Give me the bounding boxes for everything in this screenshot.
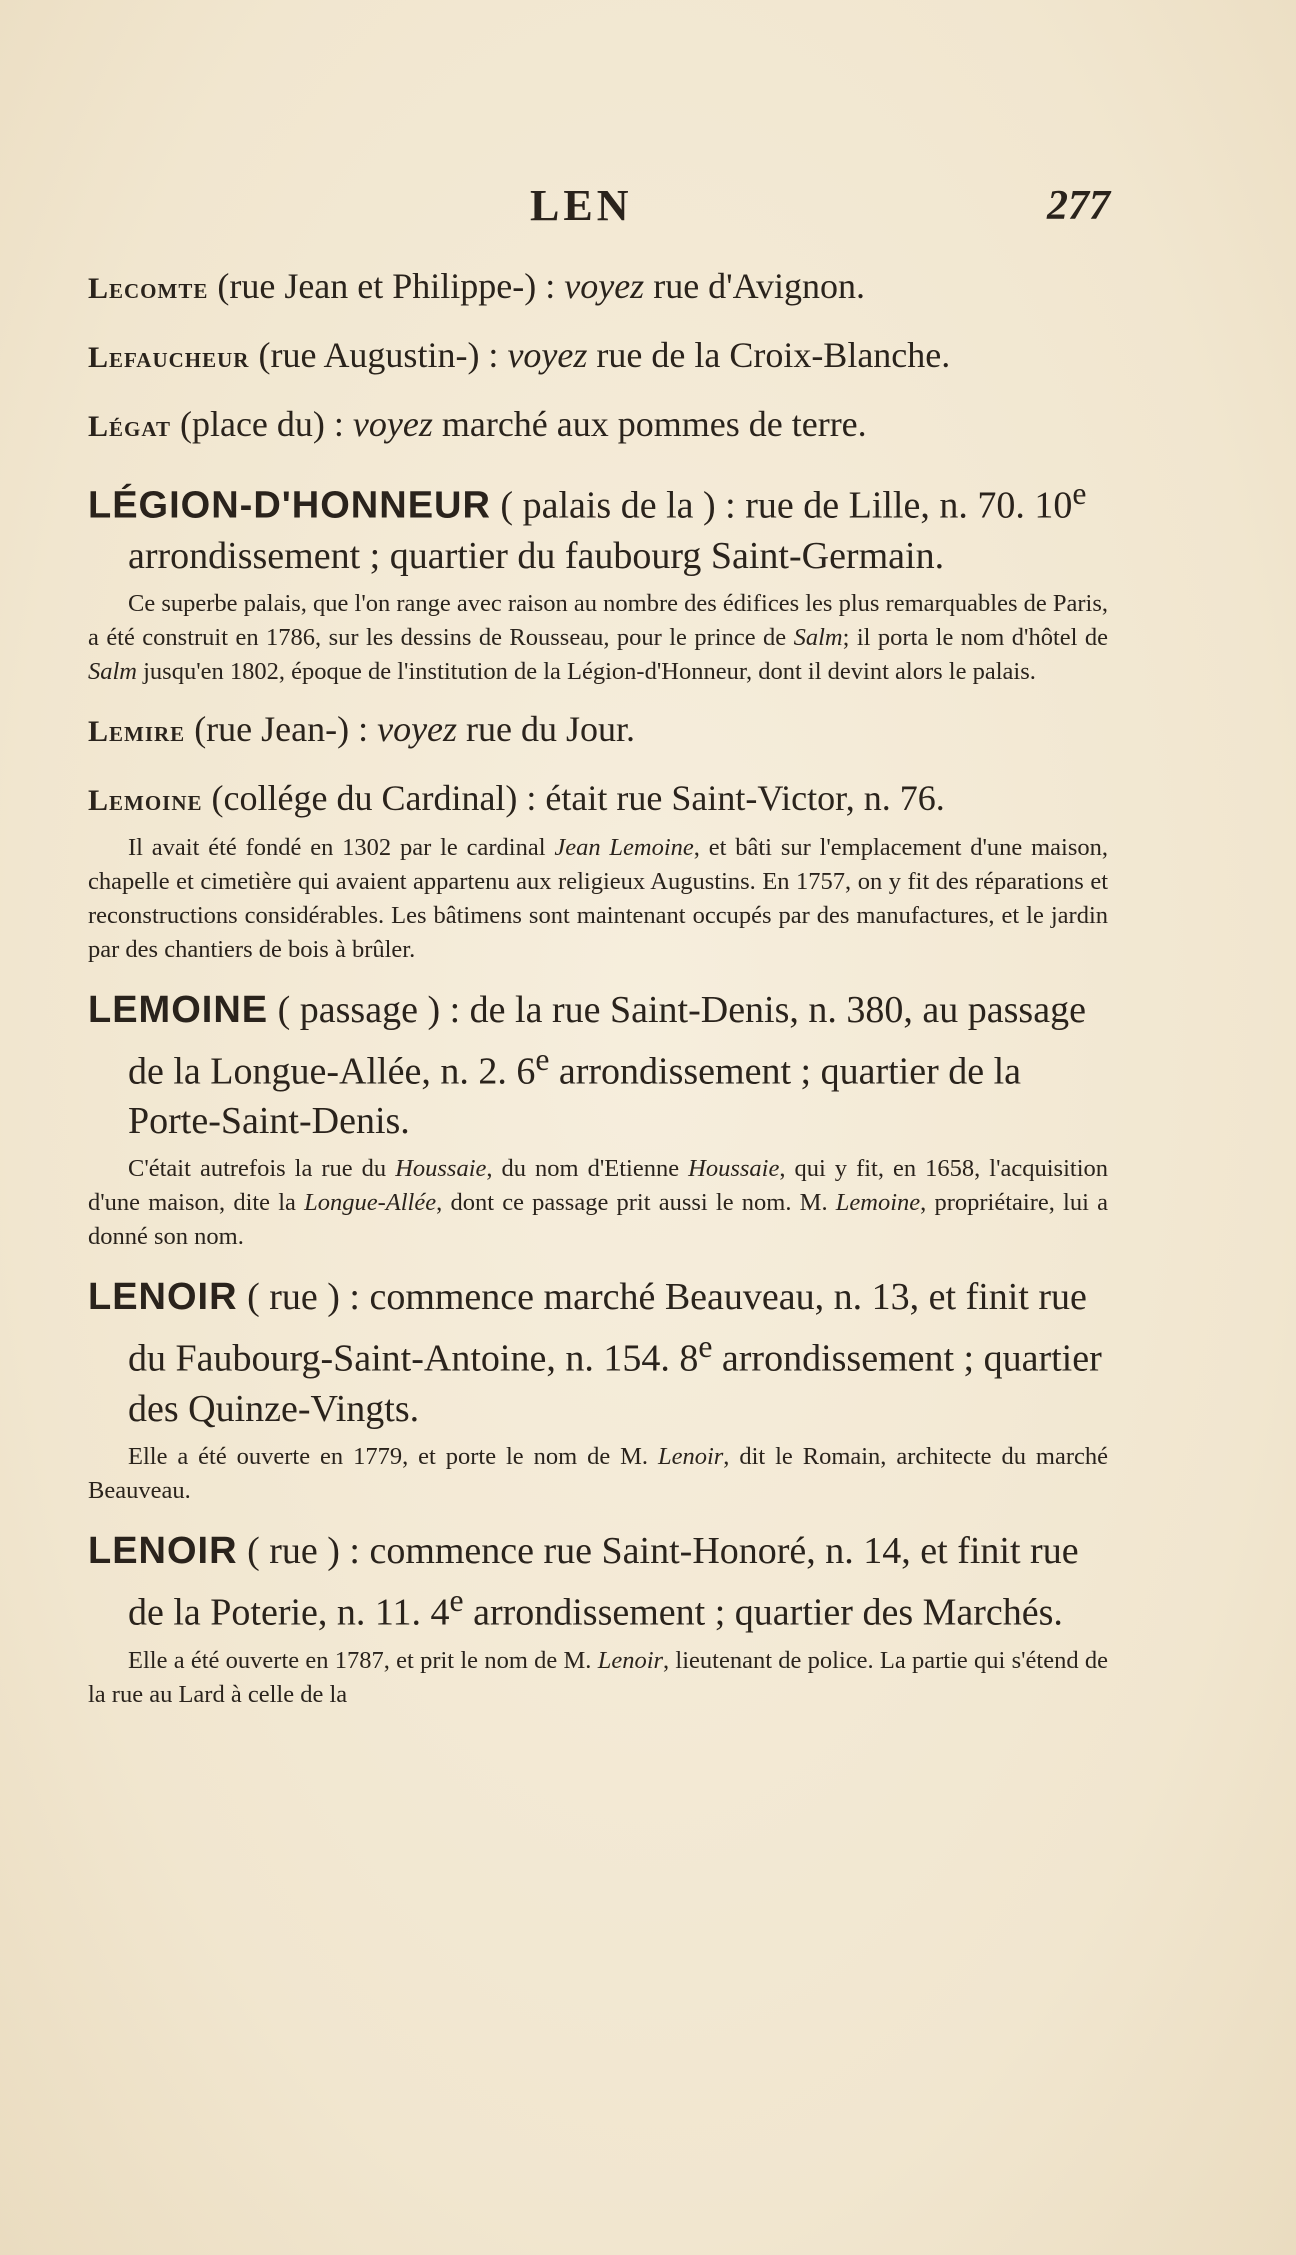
ordinal-sup: e [1072, 476, 1087, 511]
headword: Lecomte [88, 272, 209, 305]
note-italic: Lenoir [657, 1442, 724, 1470]
note-text: jusqu'en 1802, époque de l'institution de la Légion-d'Honneur, dont il devint alors le palais. [137, 657, 1036, 685]
page-header [110, 180, 1110, 240]
entry-legion-d-honneur [88, 469, 1108, 581]
note-italic: Houssaie [688, 1155, 780, 1183]
entry-lemoine-college [88, 774, 1108, 825]
entry-lecomte [88, 262, 1108, 313]
note-italic: Salm [793, 623, 843, 651]
ordinal-sup: e [449, 1582, 464, 1618]
entry-text-tail: arrondissement ; quartier des Marchés. [463, 1591, 1063, 1634]
entry-text: (rue Augustin-) : [249, 335, 508, 375]
entry-target: rue de la Croix-Blanche. [587, 335, 951, 375]
note-italic: Longue-Allée [304, 1189, 437, 1217]
entry-text-tail: arrondissement ; quartier de la Porte-Saint-Denis. [128, 1050, 1022, 1143]
note-text: Elle a été ouverte en 1787, et prit le nom de M. [128, 1646, 598, 1674]
entry-text-tail: arrondissement ; quartier des Quinze-Vingts. [128, 1337, 1102, 1430]
entry-text-tail: arrondissement ; quartier du faubourg Saint-Germain. [128, 534, 945, 577]
note-text: , dont ce passage prit aussi le nom. M. [436, 1189, 836, 1217]
entry-lemire [88, 705, 1108, 756]
entry-target: marché aux pommes de terre. [432, 404, 867, 444]
note-text: , du nom d'Etienne [486, 1155, 689, 1183]
page-number: 277 [1047, 183, 1110, 229]
note-text: Ce superbe palais, que l'on range avec raison au nombre des édifices les plus remarquables de Paris, a été construit en 1786, sur les dessins de Rousseau, pour le prince de [88, 589, 1108, 651]
note-text: Elle a été ouverte en 1779, et porte le nom de M. [128, 1442, 658, 1470]
entry-text: (collége du Cardinal) : était rue Saint-Victor, n. 76. [202, 777, 945, 818]
cross-ref: voyez [564, 266, 645, 306]
entry-target: rue d'Avignon. [644, 266, 865, 306]
headword: Légat [88, 410, 171, 443]
entry-text: ( rue ) : commence marché Beauveau, n. 13, et finit rue du Faubourg-Saint-Antoine, n. 154. 8 [128, 1276, 1087, 1380]
entry-text: (place du) : [170, 404, 353, 444]
note-italic: Salm [88, 657, 137, 685]
headword: Lefaucheur [88, 341, 250, 374]
entry-note [88, 1152, 1108, 1254]
note-text: , dit le Romain, architecte du marché Beauveau. [88, 1442, 1108, 1504]
ordinal-sup: e [698, 1329, 713, 1365]
headword: LÉGION-D'HONNEUR [88, 484, 491, 527]
note-italic: Lenoir [597, 1646, 664, 1674]
note-text: ; il porta le nom d'hôtel de [842, 623, 1108, 651]
entry-note [88, 831, 1108, 967]
headword: Lemire [88, 714, 186, 748]
headword: LENOIR [88, 1276, 238, 1319]
cross-ref: voyez [507, 335, 588, 375]
note-text: , lieutenant de police. La partie qui s'étend de la rue au Lard à celle de la [88, 1646, 1108, 1708]
note-text: , propriétaire, lui a donné son nom. [88, 1189, 1108, 1251]
entry-lefaucheur [88, 331, 1108, 382]
note-text: , et bâti sur l'emplacement d'une maison, chapelle et cimetière qui avaient appartenu aux religieux Augustins. En 1757, on y fit des réparations et reconstructions considérables. Les bâtimens sont maintenant occupés par des manufactures, et le jardin par des chantiers de bois à brûler. [88, 833, 1108, 963]
entry-note [88, 587, 1108, 689]
note-text: C'était autrefois la rue du [128, 1155, 396, 1183]
running-title: LEN [530, 181, 633, 230]
headword: LEMOINE [88, 988, 269, 1031]
cross-ref: voyez [352, 404, 433, 444]
note-italic: Houssaie [395, 1155, 487, 1183]
entry-lenoir-beauveau [88, 1272, 1108, 1434]
entry-lenoir-poterie [88, 1526, 1108, 1638]
entry-note [88, 1440, 1108, 1508]
entry-text: (rue Jean-) : [185, 708, 378, 749]
entry-text: ( passage ) : de la rue Saint-Denis, n. 380, au passage de la Longue-Allée, n. 2. 6 [128, 988, 1086, 1093]
entry-legat [88, 400, 1108, 451]
entry-note [88, 1644, 1108, 1712]
note-italic: Jean Lemoine [554, 833, 694, 861]
note-text: Il avait été fondé en 1302 par le cardinal [128, 833, 555, 861]
page-content [88, 262, 1108, 1728]
note-text: , qui y fit, en 1658, l'acquisition d'une maison, dite la [88, 1155, 1108, 1217]
headword: Lemoine [88, 783, 203, 817]
entry-lemoine-passage [88, 985, 1108, 1147]
note-italic: Lemoine [835, 1189, 921, 1217]
headword: LENOIR [88, 1529, 238, 1572]
entry-text: ( rue ) : commence rue Saint-Honoré, n. 14, et finit rue de la Poterie, n. 11. 4 [128, 1529, 1079, 1634]
entry-target: rue du Jour. [457, 708, 636, 749]
ordinal-sup: e [535, 1041, 550, 1077]
cross-ref: voyez [377, 708, 458, 749]
entry-text: ( palais de la ) : rue de Lille, n. 70. 10 [490, 484, 1073, 527]
entry-text: (rue Jean et Philippe-) : [208, 266, 565, 306]
